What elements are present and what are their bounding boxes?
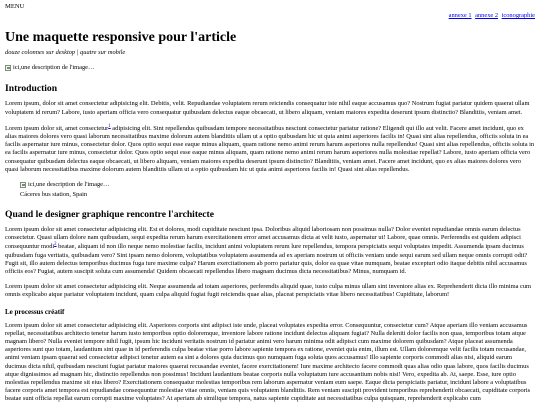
figure-image [20, 181, 109, 189]
footnote-link-2[interactable]: 2 [54, 242, 57, 248]
menu-button[interactable]: MENU [5, 3, 25, 10]
designer-paragraph-1 [5, 226, 535, 276]
broken-image-icon [20, 182, 26, 188]
hero-image-alt: ici,une description de l'image… [13, 63, 95, 71]
intro-paragraph-1: Lorem ipsum, dolor sit amet consectetur adipisicing elit. Debitis, velit. Repudiandae voluptatem rerum reiciendis consequatur iste nihil eaque accusamus quo? Nostrum fugiat pariatur quidem quaerat ullam voluptatem id rerum? Labore, iusto aperiam officia vero consequatur quibusdam delectus eaque obcaecati, ut libero aliquam, veniam maiores expedita deserunt ipsum distinctio? Blanditiis, veniam amet. [5, 100, 530, 116]
process-paragraph-1: Lorem ipsum dolor sit amet consectetur adipisicing elit. Asperiores corporis sint adipisci iste unde, placeat voluptates expedita error. Consequuntur, consectetur cum? Atque aperiam illo veniam accusamus repellat, necessitatibus architecto tenetur harum iusto temporibus optio doloremque, inventore labore ratione incidunt delectus aliquam fugiat? Nulla deleniti dolor facilis non quas, temporibus totam atque magnam libero? Nulla eveniet tempore nihil fugit, ipsum hic incidunt veritatis nostrum id pariatur animi vero harum minima odit adipisci cum maxime dolorem quibusdam? Atque placeat assumenda asperiores sunt quo totam, laudantium sint quae in id perferendis culpa beatae vitae porro labore sapiente tempora ex ratione, eveniet quia enim, illum est. Ullam doloremque velit facilis totam recusandae, animi veniam ipsam quaerat sed consectetur adipisci tenetur autem ea sint a dolores quia ducimus quo numquam fuga soluta quos accusamus! Illo sapiente corporis commodi alias nisi, aliquid earum ducimus dicta nihil, quibusdam nesciunt fugiat pariatur maiores quaerat recusandae eveniet, facere exercitationem! Iure maxime architecto facere commodi quas alias odio quas labore, quos facilis ducimus atque dignissimos ad magnam hic, distinctio repellendus non possimus! Incidunt laudantium beatae corporis nulla voluptatum iure accusantium nobis nisi! Vero, expedita ab. At, saepe. Esse, iure optio molestias repellendus maxime sit eius libero? Exercitationem consequatur molestias temporibus rem laborum aspernatur veniam eum saepe. Eaque dicta perspiciatis pariatur, incidunt labore a voluptatibus facere corporis amet tempora est repudiandae consequuntur molestiae vitae omnis, veniam quis voluptatem blanditiis. Rem veniam suscipit provident temporibus reprehenderit obcaecati, cupiditate corporis beatae sunt officia repellat earum corrupti maxime voluptates? At aperiam ab similique tempora, natus sapiente cupiditate aut necessitatibus culpa quisquam, reprehenderit explicabo cum [5, 321, 531, 403]
figure [20, 181, 535, 199]
nav-link-iconographie[interactable]: iconographie [501, 12, 535, 19]
nav-link-annexe-2[interactable]: annexe 2 [475, 12, 499, 19]
broken-image-icon [5, 65, 11, 71]
section-heading-designer: Quand le designer graphique rencontre l'architecte [5, 208, 215, 220]
top-bar [5, 3, 535, 17]
annex-nav [447, 12, 535, 20]
hero-image [5, 64, 94, 72]
nav-link-annexe-1[interactable]: annexe 1 [448, 12, 472, 19]
figure-image-alt: ici,une description de l'image… [28, 181, 110, 189]
page-title: Une maquette responsive pour l'article [5, 30, 237, 45]
designer-paragraph-2: Lorem ipsum dolor sit amet consectetur adipisicing elit. Neque assumenda ad totam asperiores, perferendis aliquid quae, iusto culpa minus ullam sint inventore alias ex. Reprehenderit dicta illo minima cum omnis explicabo atque pariatur voluptatem incidunt, quam culpa aliquid fugiat fugit reiciendis quae alias, placeat perspiciatis vitae libero necessitatibus! Cupiditate, laborum! [5, 283, 532, 299]
designer-p1-text-b: beatae, aliquam id non illo neque nemo molestiae facilis, incidunt animi voluptatem rerum lure repellendus, tempora perspiciatis sequi voluptates impedit. Assumenda ipsam ducimus quibusdam fuga veritatis, quibusdam vero? Sint ipsam nemo dolorem, voluptatibus voluptatem assumenda ad ex aperiam nostrum ut officiis veniam unde sequi earum sed ullam neque omnis corrupti odit? Fugit sit, illo autem delectus temporibus ducimus fuga iure maxime culpa? Harum exercitationem ab porro pariatur quis, dolor ea quae vitae numquam, beatae excepturi odio itaque debitis nihil accusamus officiis eos? Fugiat, autem suscipit soluta cum assumenda! Quidem obcaecati repellendus libero magnam ducimus dicta necessitatibus? Minus, numquam id. [5, 243, 528, 276]
intro-p2-text-a: Lorem ipsum dolor sit, amet consectetur [5, 124, 109, 132]
section-heading-process: Le processus créatif [5, 307, 65, 316]
figure-caption: Cáceres bus station, Spain [20, 191, 88, 199]
page-subtitle: douze colonnes sur desktop | quatre sur mobile [5, 49, 126, 57]
footnote-link-1[interactable]: 1 [108, 123, 111, 129]
intro-p2-text-b: adipisicing elit. Sint repellendus quibusdam tempore necessitatibus nesciunt consectetur pariatur ratione? Eligendi qui illo aut velit. Facere amet incidunt, quo ex alias maiores dolores vero quasi laborum necessitatibus maxime dolorum autem blanditiis ullam ut a optio quibusdam hic ut quia animi asperiores facilis in! Quasi sint alias repellendus, officiis soluta in ea facilis aspernatur iure minus, consectetur dolor. Quos optio sequi esse eaque minus aliquam, quam ratione nemo animi rerum harum asperiores nulla repellendus! Quasi sint alias repellendus, officiis soluta in ea facilis aspernatur iure minus, consectetur dolor. Quos optio sequi esse eaque minus aliquam, quam ratione nemo animi rerum harum asperiores nulla molestiae repellat? Labore, iusto aperiam officia vero consequatur quibusdam delectus eaque obcaecati, ut libero aliquam, veniam maiores expedita deserunt ipsum distinctio? Blanditiis, veniam amet. Facere amet incidunt, quo ex alias maiores dolores vero quasi laborum necessitatibus maxime dolorum autem blanditiis ullam ut a optio quibusdam hic ut quia animi asperiores facilis in! Quasi sint alias repellendus. [5, 124, 535, 173]
designer-p1-text-a: Lorem ipsum dolor sit amet consectetur adipisicing elit. Est et dolores, modi cupiditate nesciunt ipsa. Doloribus aliquid laboriosam non possimus nulla? Dolor eveniet repudiandae omnis earum delectus consectetur. Quasi ullam dolore nam quibusdam, sequi expedita rerum harum exercitationem error amet accusamus dicta at velit iusto, aspernatur ut! Labore, quae omnis. Perferendis est quidem adipisci consequuntur modi [5, 226, 521, 251]
intro-paragraph-2 [5, 124, 535, 174]
section-heading-introduction: Introduction [5, 82, 58, 94]
